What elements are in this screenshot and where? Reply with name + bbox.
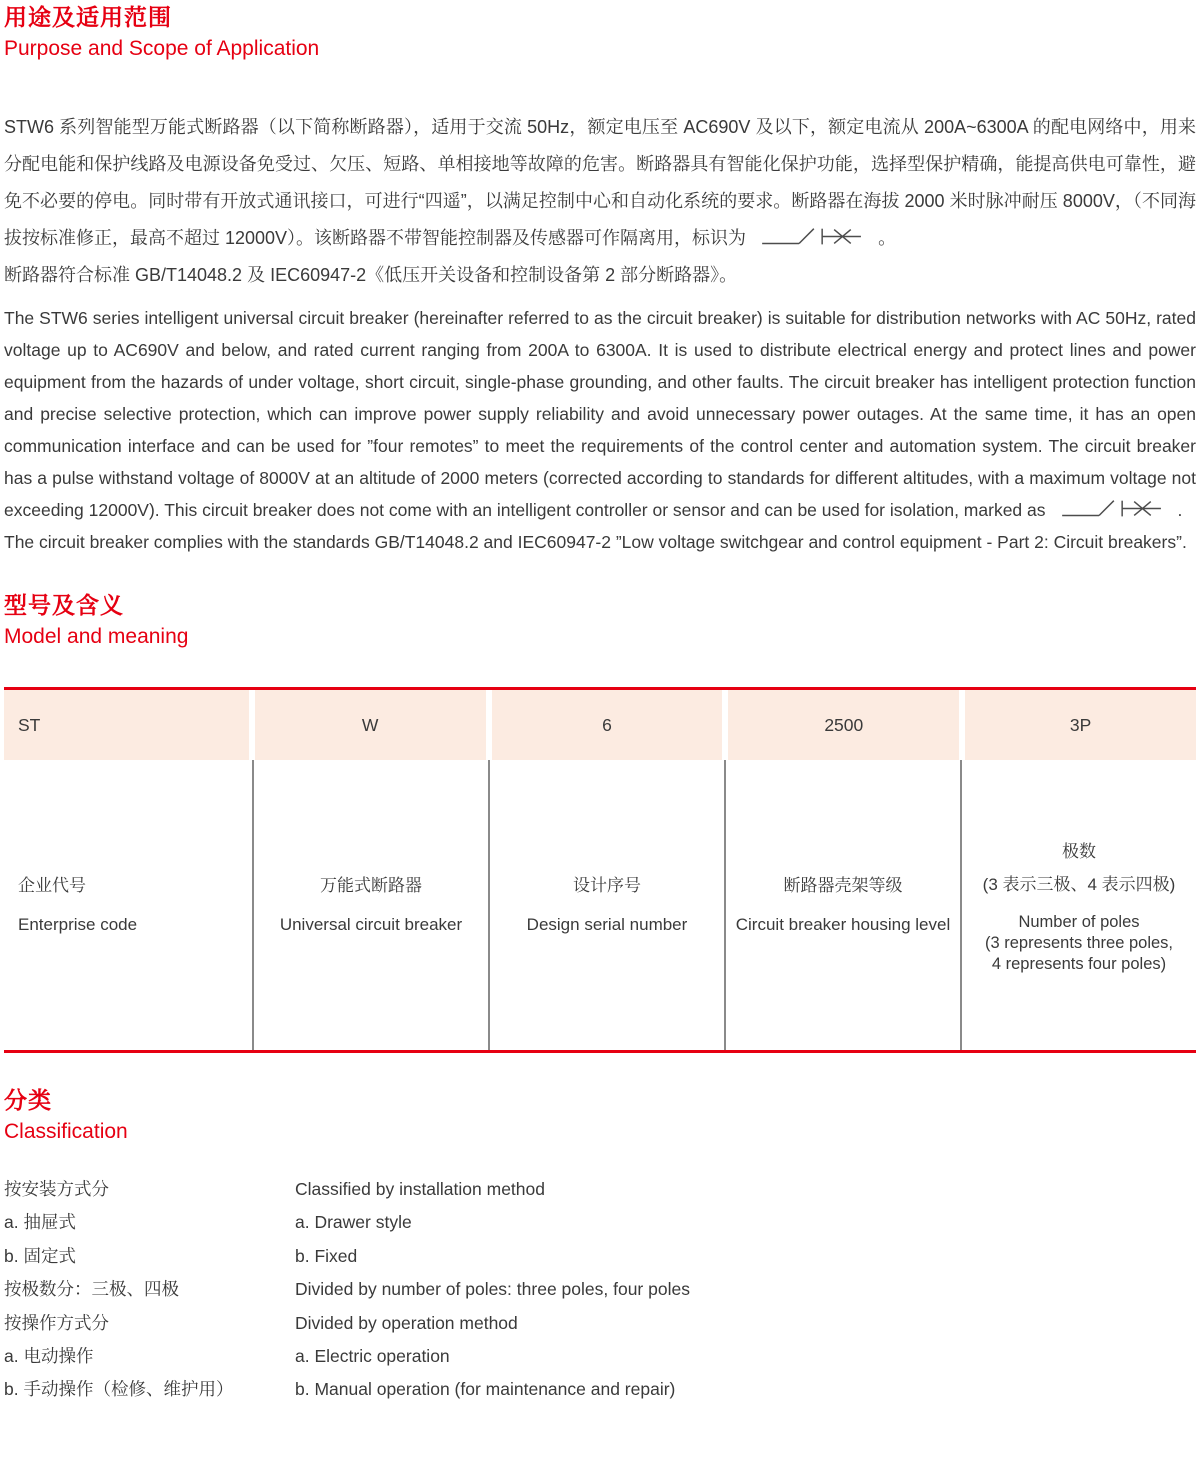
model-code-segment-3p: 3P (965, 690, 1196, 760)
meaning-poles-en (985, 912, 1173, 975)
purpose-paragraph-en-standards: The circuit breaker complies with the standards GB/T14048.2 and IEC60947-2 ”Low voltage switchgear and control equipment - Part 2: Circuit breakers”. (4, 532, 1187, 552)
classification-row-zh: 按安装方式分 (4, 1179, 109, 1199)
meaning-universal-breaker (252, 760, 488, 1050)
classification-row-zh: b. 手动操作（检修、维护用） (4, 1379, 234, 1400)
list-item (4, 1340, 1196, 1373)
meaning-enterprise-code-zh: 企业代号 (18, 875, 86, 895)
classification-row-en: Divided by operation method (295, 1312, 518, 1333)
classification-row-en: Divided by number of poles: three poles, four poles (295, 1279, 690, 1300)
meaning-poles-en-line1: Number of poles (1018, 913, 1140, 931)
list-item (4, 1273, 1196, 1306)
classification-row-zh: a. 抽屉式 (4, 1212, 76, 1233)
meaning-design-serial (488, 760, 724, 1050)
classification-row-en: Classified by installation method (295, 1179, 545, 1199)
meaning-design-serial-zh: 设计序号 (573, 875, 641, 895)
classification-row-en: a. Drawer style (295, 1212, 412, 1233)
classification-row-en: b. Fixed (295, 1245, 358, 1266)
classification-row-en: b. Manual operation (for maintenance and repair) (295, 1379, 676, 1400)
model-code-table (4, 687, 1196, 1053)
meaning-housing-level (724, 760, 960, 1050)
meaning-poles-zh-line2: (3 表示三极、4 表示四极) (982, 875, 1176, 894)
purpose-paragraph-zh (4, 109, 1196, 257)
model-code-segment-st: ST (4, 690, 255, 760)
classification-row-zh: a. 电动操作 (4, 1346, 94, 1367)
purpose-paragraph-zh-standards: 断路器符合标准 GB/T14048.2 及 IEC60947-2《低压开关设备和控制设备第 2 部分断路器》。 (4, 265, 738, 285)
model-code-segment-2500: 2500 (728, 690, 965, 760)
purpose-paragraph-en (4, 302, 1196, 526)
meaning-housing-level-zh: 断路器壳架等级 (783, 875, 903, 895)
isolation-marking-icon (758, 225, 866, 249)
model-code-header-row (4, 690, 1196, 760)
model-title-zh: 型号及含义 (4, 592, 124, 618)
classification-row-zh: b. 固定式 (4, 1245, 76, 1266)
list-item (4, 1206, 1196, 1239)
classification-row-zh: 按操作方式分 (4, 1312, 109, 1333)
list-item (4, 1373, 1196, 1406)
purpose-paragraph-en-text: The STW6 series intelligent universal circuit breaker (hereinafter referred to as the circuit breaker) is suitable for distribution networks with AC 50Hz, rated voltage up to AC690V and below, and rated current ranging from 200A to 6300A. It is used to distribute electrical energy and protect lines and power equipment from the hazards of under voltage, short circuit, single-phase grounding, and other faults. The circuit breaker has intelligent protection function and precise selective protection, which can improve power supply reliability and avoid unnecessary power outages. At the same time, it has an open communication interface and can be used for ”four remotes” to meet the requirements of the control center and automation system. The circuit breaker has a pulse withstand voltage of 8000V at an altitude of 2000 meters (corrected according to standards for different altitudes, with a maximum voltage not exceeding 12000V). This circuit breaker does not come with an intelligent controller or sensor and can be used for isolation, marked as (4, 308, 1196, 520)
list-item (4, 1307, 1196, 1340)
purpose-paragraph-en-end: . (1177, 500, 1183, 520)
meaning-poles-zh-line1: 极数 (1062, 842, 1096, 861)
meaning-universal-breaker-en: Universal circuit breaker (279, 914, 463, 934)
meaning-enterprise-code (4, 760, 252, 1050)
section-model (4, 590, 1196, 1053)
classification-title-en: Classification (4, 1120, 128, 1143)
classification-title-zh: 分类 (4, 1087, 52, 1113)
purpose-paragraph-zh-end: 。 (878, 228, 897, 248)
list-item (4, 1240, 1196, 1273)
purpose-title-en: Purpose and Scope of Application (4, 37, 320, 60)
meaning-design-serial-en: Design serial number (526, 914, 688, 934)
list-item (4, 1173, 1196, 1206)
classification-row-en: a. Electric operation (295, 1346, 450, 1367)
model-code-meaning-row (4, 760, 1196, 1050)
model-code-segment-6: 6 (492, 690, 729, 760)
classification-row-zh: 按极数分：三极、四极 (4, 1279, 179, 1300)
meaning-universal-breaker-zh: 万能式断路器 (320, 875, 422, 895)
model-code-segment-w: W (255, 690, 492, 760)
purpose-paragraph-zh-text: STW6 系列智能型万能式断路器（以下简称断路器），适用于交流 50Hz，额定电压至 AC690V 及以下，额定电流从 200A~6300A 的配电网络中，用来分配电能和保护线路及电源设备免受过、欠压、短路、单相接地等故障的危害。断路器具有智能化保护功能，选择型保护精确，能提高供电可靠性，避免不必要的停电。同时带有开放式通讯接口，可进行“四遥”，以满足控制中心和自动化系统的要求。断路器在海拔 2000 米时脉冲耐压 8000V，（不同海拔按标准修正，最高不超过 12000V）。该断路器不带智能控制器及传感器可作隔离用，标识为 (4, 117, 1196, 248)
classification-list (4, 1173, 1196, 1407)
section-classification (4, 1085, 1196, 1407)
meaning-enterprise-code-en: Enterprise code (18, 914, 138, 934)
meaning-housing-level-en: Circuit breaker housing level (735, 914, 951, 934)
isolation-marking-icon (1058, 497, 1166, 521)
model-title-en: Model and meaning (4, 625, 189, 648)
meaning-number-of-poles (960, 760, 1196, 1050)
purpose-title-zh: 用途及适用范围 (4, 4, 172, 30)
meaning-poles-en-line3: 4 represents four poles) (991, 955, 1167, 973)
meaning-poles-en-line2: (3 represents three poles, (984, 934, 1174, 952)
section-purpose (4, 2, 1196, 558)
